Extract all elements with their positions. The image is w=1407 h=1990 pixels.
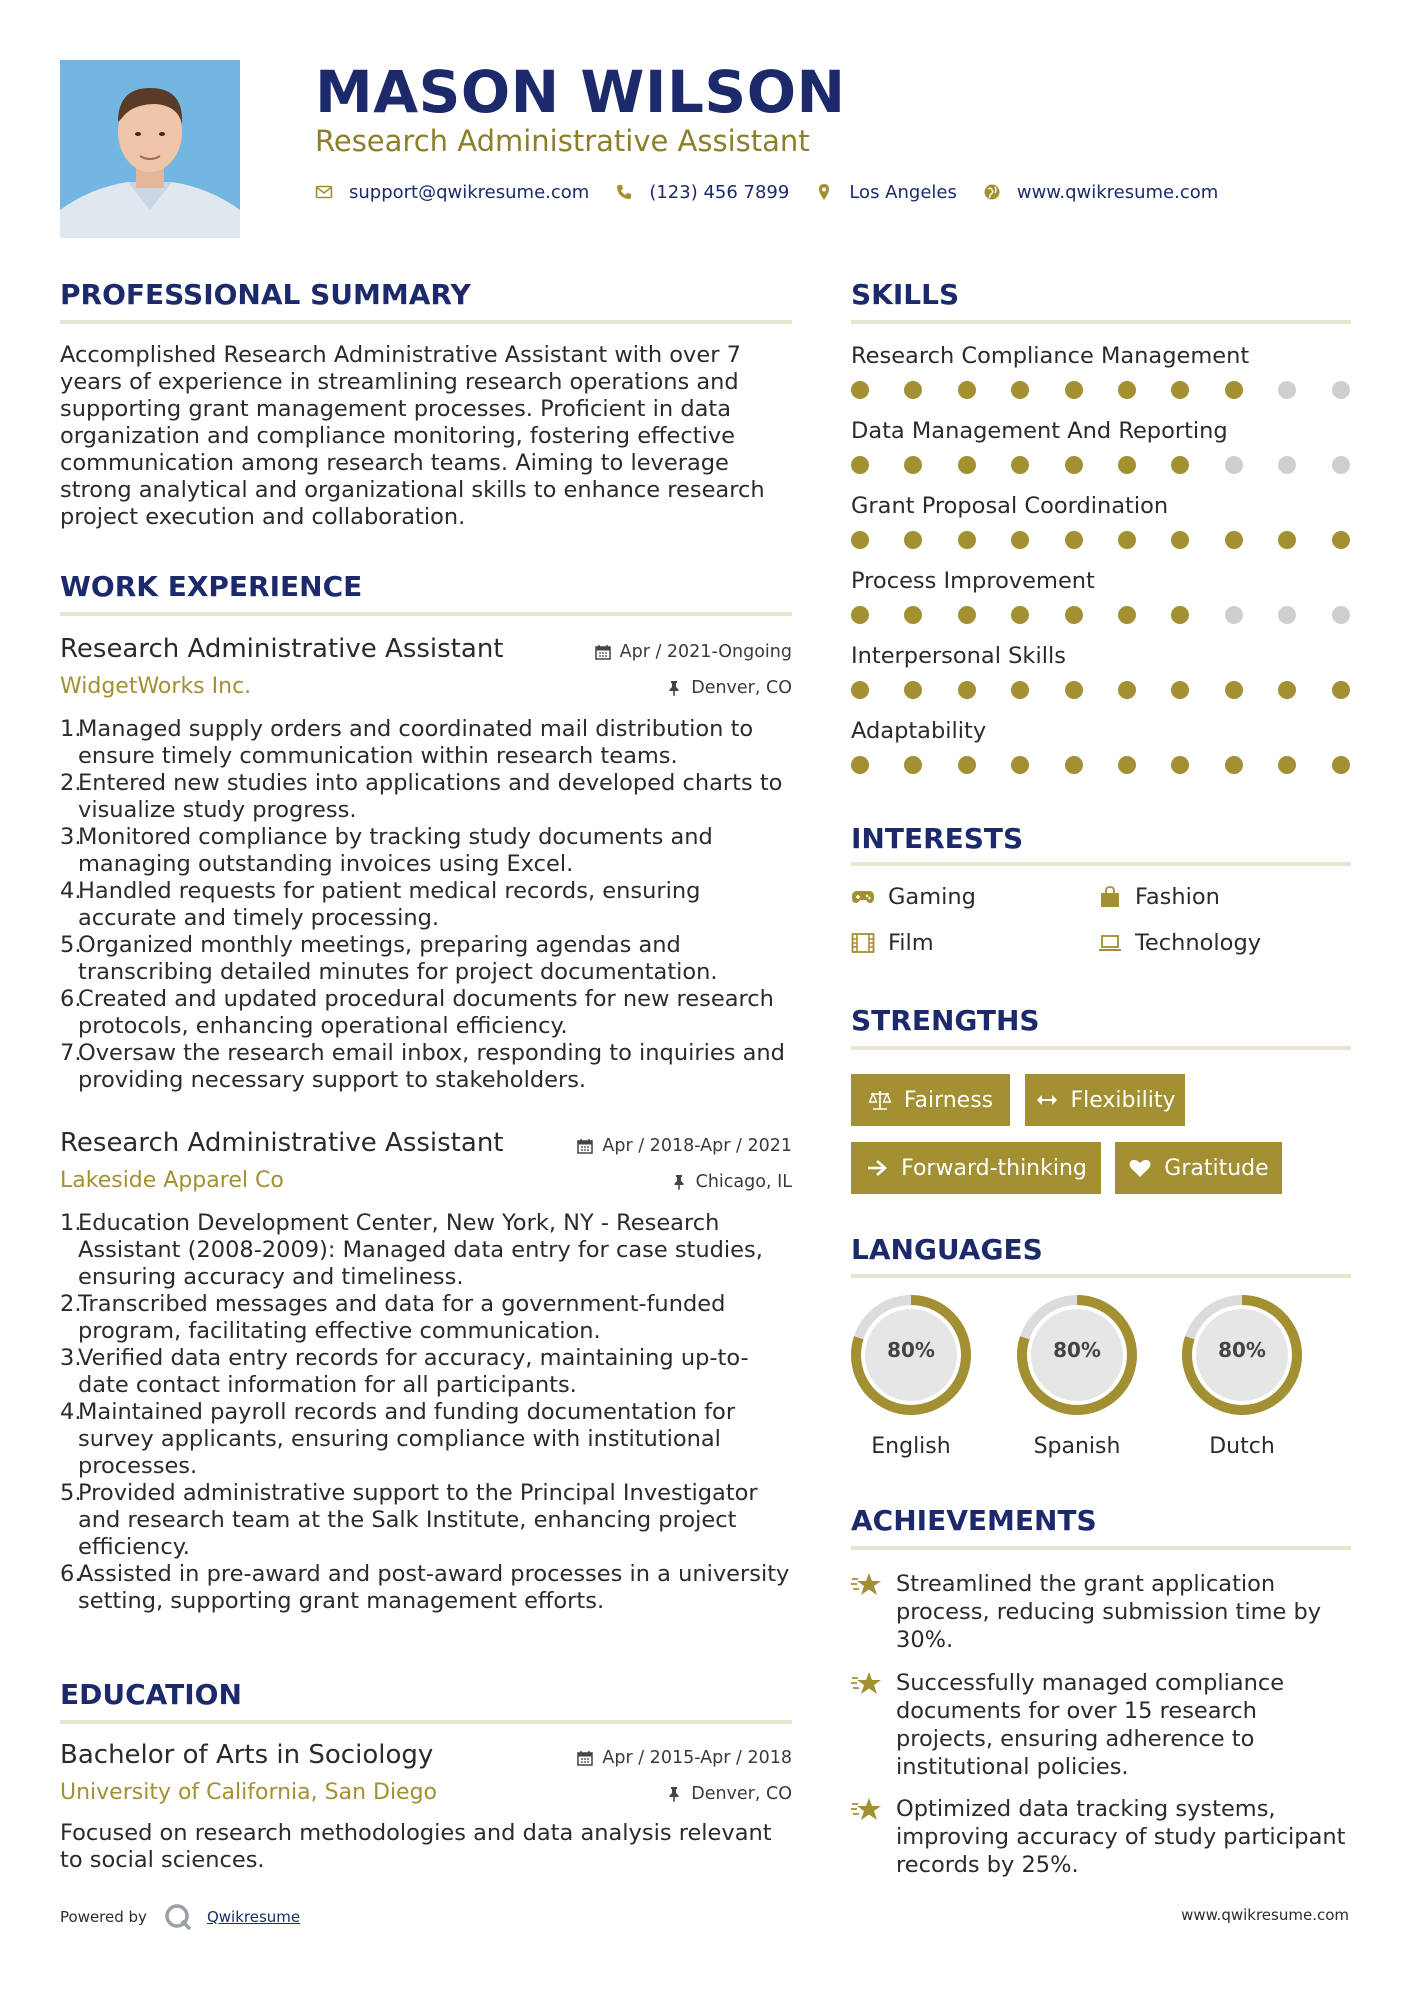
interest-item: [1098, 884, 1220, 910]
pushpin-icon: [666, 680, 682, 696]
job-role: Research Administrative Assistant: [60, 634, 504, 664]
skill-item: [851, 343, 1351, 369]
strength-badge: [851, 1142, 1101, 1194]
job-bullet: 4. Handled requests for patient medical records, ensuring accurate and timely processing.: [60, 878, 701, 931]
strength-label: Forward-thinking: [901, 1155, 1087, 1181]
rating-dot-filled: [851, 456, 869, 474]
rating-dot-filled: [1065, 456, 1083, 474]
job-bullet: 3. Monitored compliance by tracking study documents and managing outstanding invoices using Excel.: [60, 824, 713, 877]
film-icon: [851, 932, 875, 954]
rating-dot-filled: [851, 681, 869, 699]
rating-dot-empty: [1332, 456, 1350, 474]
qwikresume-logo-icon: [163, 1902, 193, 1932]
strength-label: Gratitude: [1164, 1155, 1269, 1181]
job-location: [666, 678, 792, 698]
language-percent: 80%: [887, 1338, 935, 1362]
skill-item: [851, 493, 1351, 519]
rating-dot-filled: [1225, 681, 1243, 699]
interest-label: Technology: [1135, 930, 1262, 956]
skill-item: [851, 418, 1351, 444]
footer-powered-label: Powered by: [60, 1908, 147, 1926]
contact-email[interactable]: [315, 182, 589, 203]
job-bullets: [60, 716, 792, 1094]
rating-dot-filled: [1278, 531, 1296, 549]
achievement-text: Streamlined the grant application process, reducing submission time by 30%.: [896, 1571, 1322, 1653]
calendar-icon: [577, 1750, 593, 1766]
education-date-text: Apr / 2015-Apr / 2018: [602, 1748, 792, 1768]
rating-dot-filled: [904, 756, 922, 774]
map-pin-icon: [815, 183, 833, 201]
rating-dot-filled: [1065, 606, 1083, 624]
achievement-text: Successfully managed compliance documents for over 15 research projects, ensuring adherence to institutional policies.: [896, 1670, 1285, 1780]
rating-dot-filled: [1225, 531, 1243, 549]
language-item: [850, 1294, 972, 1459]
star-award-icon: [851, 1570, 883, 1600]
rating-dot-empty: [1278, 381, 1296, 399]
footer-brand-link[interactable]: Qwikresume: [206, 1908, 301, 1926]
skills-heading: SKILLS: [851, 278, 960, 311]
job-bullet: 1. Education Development Center, New York, NY - Research Assistant (2008-2009): Managed data entry for case studies, ensuring accuracy and timeliness.: [60, 1210, 763, 1290]
rating-dot-filled: [851, 381, 869, 399]
job-bullet: 2. Transcribed messages and data for a government-funded program, facilitating effective communication.: [60, 1291, 726, 1344]
rating-dot-filled: [851, 531, 869, 549]
rating-dot-filled: [958, 381, 976, 399]
rating-dot-filled: [1118, 456, 1136, 474]
language-item: [1181, 1294, 1303, 1459]
skill-name: Process Improvement: [851, 568, 1095, 594]
rating-dot-filled: [958, 606, 976, 624]
rating-dot-filled: [851, 606, 869, 624]
language-percent: 80%: [1218, 1338, 1266, 1362]
job-bullets: [60, 1210, 792, 1615]
languages-rule: [851, 1274, 1351, 1278]
gamepad-icon: [851, 886, 875, 908]
job-location-text: Denver, CO: [691, 678, 792, 698]
rating-dot-empty: [1278, 456, 1296, 474]
language-item: [1016, 1294, 1138, 1459]
skill-name: Data Management And Reporting: [851, 418, 1228, 444]
achievements-heading: ACHIEVEMENTS: [851, 1504, 1097, 1537]
skills-rule: [851, 320, 1351, 324]
languages-heading: LANGUAGES: [851, 1233, 1043, 1266]
arrows-horizontal-icon: [1035, 1089, 1059, 1111]
strength-badge: [1115, 1142, 1282, 1194]
achievements-rule: [851, 1546, 1351, 1550]
experience-heading: WORK EXPERIENCE: [60, 570, 363, 603]
job-role: Research Administrative Assistant: [60, 1128, 504, 1158]
rating-dot-filled: [1011, 456, 1029, 474]
job-date: [595, 642, 792, 662]
education-location-text: Denver, CO: [691, 1784, 792, 1804]
rating-dot-filled: [1171, 606, 1189, 624]
rating-dot-empty: [1225, 606, 1243, 624]
summary-heading: PROFESSIONAL SUMMARY: [60, 278, 471, 311]
footer-website[interactable]: www.qwikresume.com: [1181, 1906, 1349, 1924]
job-location: [671, 1172, 792, 1192]
calendar-icon: [595, 644, 611, 660]
skill-name: Research Compliance Management: [851, 343, 1250, 369]
rating-dot-filled: [1332, 681, 1350, 699]
rating-dot-filled: [1065, 381, 1083, 399]
rating-dot-filled: [1332, 756, 1350, 774]
rating-dot-filled: [1118, 381, 1136, 399]
education-location: [666, 1784, 792, 1804]
profile-photo-image: [60, 60, 240, 238]
rating-dot-filled: [958, 531, 976, 549]
rating-dot-filled: [1065, 531, 1083, 549]
interest-label: Fashion: [1135, 884, 1220, 910]
candidate-name: MASON WILSON: [315, 58, 846, 126]
interest-item: [851, 884, 976, 910]
rating-dot-filled: [1011, 756, 1029, 774]
rating-dot-filled: [904, 606, 922, 624]
heart-icon: [1128, 1157, 1152, 1179]
rating-dot-filled: [1011, 531, 1029, 549]
strength-badge: [851, 1074, 1010, 1126]
experience-rule: [60, 612, 792, 616]
rating-dot-filled: [958, 456, 976, 474]
candidate-title: Research Administrative Assistant: [315, 124, 810, 158]
rating-dot-empty: [1278, 606, 1296, 624]
contact-email-text: support@qwikresume.com: [349, 181, 590, 203]
rating-dot-filled: [1011, 681, 1029, 699]
contact-row: [315, 179, 1244, 205]
language-name: Spanish: [1033, 1434, 1121, 1459]
rating-dot-filled: [1065, 756, 1083, 774]
interest-label: Gaming: [888, 884, 976, 910]
contact-location: [815, 182, 957, 203]
job-bullet: 5. Provided administrative support to the Principal Investigator and research team at the Salk Institute, enhancing project efficiency.: [60, 1480, 758, 1560]
summary-rule: [60, 320, 792, 324]
rating-dot-filled: [1278, 681, 1296, 699]
skill-name: Adaptability: [851, 718, 987, 744]
footer-powered-by: [60, 1902, 300, 1932]
rating-dot-filled: [1118, 531, 1136, 549]
education-degree: Bachelor of Arts in Sociology: [60, 1740, 434, 1770]
job-bullet: 2. Entered new studies into applications and developed charts to visualize study progress.: [60, 770, 783, 823]
rating-dot-empty: [1332, 381, 1350, 399]
rating-dot-filled: [1011, 606, 1029, 624]
profile-photo: [60, 60, 240, 238]
skill-rating: [851, 606, 1351, 626]
job-company: WidgetWorks Inc.: [60, 674, 252, 699]
language-name: English: [871, 1434, 951, 1459]
calendar-icon: [577, 1138, 593, 1154]
star-award-icon: [851, 1669, 883, 1699]
achievement-text: Optimized data tracking systems, improving accuracy of study participant records by 25%.: [896, 1796, 1346, 1878]
strengths-rule: [851, 1046, 1351, 1050]
interest-item: [851, 930, 934, 956]
skill-item: [851, 718, 1351, 744]
shopping-bag-icon: [1098, 886, 1122, 908]
job-date: [577, 1136, 792, 1156]
pushpin-icon: [671, 1174, 687, 1190]
rating-dot-filled: [904, 456, 922, 474]
job-bullet: 6. Created and updated procedural documents for new research protocols, enhancing operational efficiency.: [60, 986, 774, 1039]
skill-item: [851, 568, 1351, 594]
job-date-text: Apr / 2021-Ongoing: [619, 642, 792, 662]
pushpin-icon: [666, 1786, 682, 1802]
job-company: Lakeside Apparel Co: [60, 1168, 284, 1193]
rating-dot-filled: [1118, 606, 1136, 624]
education-heading: EDUCATION: [60, 1678, 242, 1711]
rating-dot-filled: [1118, 681, 1136, 699]
language-percent: 80%: [1053, 1338, 1101, 1362]
rating-dot-filled: [1171, 381, 1189, 399]
job-bullet: 4. Maintained payroll records and funding documentation for survey applicants, ensuring compliance with institutional processes.: [60, 1399, 736, 1479]
contact-website[interactable]: [983, 182, 1218, 203]
summary-text: Accomplished Research Administrative Assistant with over 7 years of experience in streamlining research operations and supporting grant management processes. Proficient in data organization and compliance monitoring, fostering effective communication among research teams. Aiming to leverage strong analytical and organizational skills to enhance research project execution and collaboration.: [60, 342, 765, 530]
language-name: Dutch: [1209, 1434, 1275, 1459]
interest-item: [1098, 930, 1261, 956]
skill-rating: [851, 681, 1351, 701]
job-bullet: 3. Verified data entry records for accuracy, maintaining up-to-date contact information for all participants.: [60, 1345, 749, 1398]
contact-phone[interactable]: [615, 182, 789, 203]
job-date-text: Apr / 2018-Apr / 2021: [602, 1136, 792, 1156]
rating-dot-filled: [1225, 381, 1243, 399]
rating-dot-filled: [958, 681, 976, 699]
phone-icon: [615, 183, 633, 201]
skill-rating: [851, 756, 1351, 776]
interests-heading: INTERESTS: [851, 822, 1024, 855]
contact-phone-text: (123) 456 7899: [649, 181, 790, 203]
rating-dot-filled: [1225, 756, 1243, 774]
rating-dot-filled: [1011, 381, 1029, 399]
job-bullet: 5. Organized monthly meetings, preparing agendas and transcribing detailed minutes for project documentation.: [60, 932, 718, 985]
rating-dot-empty: [1225, 456, 1243, 474]
rating-dot-filled: [1171, 456, 1189, 474]
job-bullet: 1. Managed supply orders and coordinated mail distribution to ensure timely communication within research teams.: [60, 716, 754, 769]
rating-dot-filled: [904, 681, 922, 699]
skill-rating: [851, 456, 1351, 476]
interests-rule: [851, 862, 1351, 866]
laptop-icon: [1098, 932, 1122, 954]
rating-dot-filled: [1171, 756, 1189, 774]
rating-dot-filled: [1065, 681, 1083, 699]
rating-dot-filled: [1171, 531, 1189, 549]
skill-name: Grant Proposal Coordination: [851, 493, 1169, 519]
strength-badge: [1025, 1074, 1185, 1126]
strength-label: Flexibility: [1070, 1087, 1176, 1113]
strengths-heading: STRENGTHS: [851, 1004, 1040, 1037]
arrow-right-icon: [865, 1157, 889, 1179]
globe-icon: [983, 183, 1001, 201]
interest-label: Film: [888, 930, 934, 956]
job-bullet: 6. Assisted in pre-award and post-award processes in a university setting, supporting grant management efforts.: [60, 1561, 790, 1614]
skill-item: [851, 643, 1351, 669]
skill-rating: [851, 381, 1351, 401]
education-school: University of California, San Diego: [60, 1780, 438, 1805]
education-date: [577, 1748, 792, 1768]
rating-dot-filled: [904, 531, 922, 549]
contact-location-text: Los Angeles: [849, 181, 957, 203]
skill-rating: [851, 531, 1351, 551]
strength-label: Fairness: [903, 1087, 994, 1113]
envelope-icon: [315, 183, 333, 201]
rating-dot-filled: [1332, 531, 1350, 549]
balance-scale-icon: [868, 1089, 892, 1111]
rating-dot-filled: [1118, 756, 1136, 774]
star-award-icon: [851, 1795, 883, 1825]
job-bullet: 7. Oversaw the research email inbox, responding to inquiries and providing necessary support to stakeholders.: [60, 1040, 785, 1093]
education-rule: [60, 1720, 792, 1724]
rating-dot-filled: [958, 756, 976, 774]
rating-dot-filled: [1171, 681, 1189, 699]
rating-dot-filled: [904, 381, 922, 399]
job-location-text: Chicago, IL: [695, 1172, 792, 1192]
rating-dot-empty: [1332, 606, 1350, 624]
contact-website-text: www.qwikresume.com: [1016, 181, 1219, 203]
skill-name: Interpersonal Skills: [851, 643, 1066, 669]
education-description: Focused on research methodologies and data analysis relevant to social sciences.: [60, 1820, 772, 1873]
rating-dot-filled: [1278, 756, 1296, 774]
rating-dot-filled: [851, 756, 869, 774]
